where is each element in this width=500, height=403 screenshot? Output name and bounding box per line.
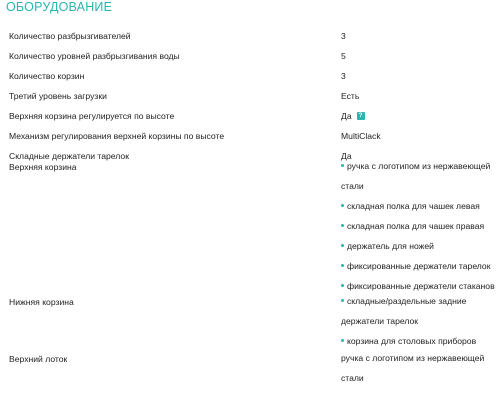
spec-value: 3	[341, 71, 346, 81]
spec-row	[0, 26, 500, 46]
list-item: фиксированные держатели стаканов	[341, 276, 496, 296]
spec-label: Верхний лоток	[9, 354, 68, 364]
spec-row	[0, 46, 500, 66]
spec-value: 5	[341, 51, 346, 61]
spec-value: Есть	[341, 91, 360, 101]
spec-label: Количество уровней разбрызгивания воды	[9, 51, 180, 61]
list-item: складная полка для чашек правая	[341, 216, 496, 236]
list-item-continued: стали	[341, 181, 364, 191]
bullet-icon	[341, 299, 344, 302]
help-icon[interactable]: ?	[357, 112, 365, 120]
list-item-continued: держатели тарелок	[341, 316, 418, 326]
list-item: фиксированные держатели тарелок	[341, 256, 496, 276]
section-title: ОБОРУДОВАНИЕ	[6, 0, 113, 14]
spec-value-text: Да	[341, 111, 352, 121]
bullet-icon	[341, 284, 344, 287]
spec-value-list	[341, 348, 496, 388]
spec-row-upper-tray	[0, 348, 500, 388]
spec-value-list	[341, 291, 496, 351]
spec-label: Количество разбрызгивателей	[9, 31, 131, 41]
spec-row-upper-basket	[0, 156, 500, 296]
spec-label: Количество корзин	[9, 71, 85, 81]
bullet-icon	[341, 164, 344, 167]
list-item: корзина для столовых приборов	[341, 331, 496, 351]
spec-value	[341, 106, 496, 126]
bullet-icon	[341, 224, 344, 227]
bullet-icon	[341, 264, 344, 267]
list-item: ручка с логотипом из нержавеющей	[341, 156, 496, 176]
spec-value: MultiClack	[341, 131, 381, 141]
bullet-icon	[341, 204, 344, 207]
spec-label: Верхняя корзина	[9, 162, 77, 172]
spec-row-lower-basket	[0, 291, 500, 351]
list-item: ручка с логотипом из нержавеющей	[341, 353, 485, 363]
bullet-icon	[341, 339, 344, 342]
list-item: складная полка для чашек левая	[341, 196, 496, 216]
bullet-icon	[341, 244, 344, 247]
spec-label: Верхняя корзина регулируется по высоте	[9, 111, 175, 121]
spec-row	[0, 106, 500, 126]
spec-label: Нижняя корзина	[9, 297, 74, 307]
spec-label: Складные держатели тарелок	[9, 151, 129, 161]
spec-value-list	[341, 156, 496, 296]
spec-row	[0, 86, 500, 106]
spec-row	[0, 126, 500, 146]
list-item: держатель для ножей	[341, 236, 496, 256]
spec-label: Третий уровень загрузки	[9, 91, 107, 101]
list-item-continued: стали	[341, 373, 364, 383]
spec-label: Механизм регулирования верхней корзины по высоте	[9, 131, 225, 141]
list-item: складные/раздельные задние	[341, 291, 496, 311]
spec-value: Да	[341, 151, 352, 161]
spec-value: 3	[341, 31, 346, 41]
spec-row	[0, 66, 500, 86]
